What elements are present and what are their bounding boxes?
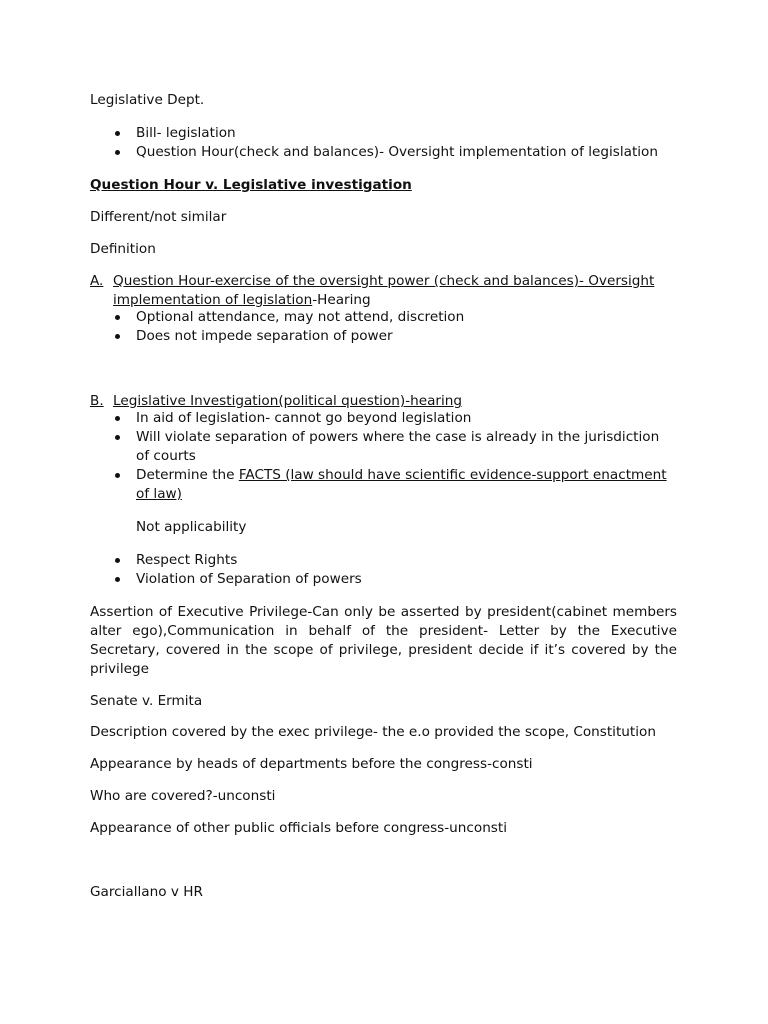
item-b-marker: B. (90, 393, 104, 409)
list-item: Violation of Separation of powers (136, 571, 362, 587)
bullet-icon (115, 473, 120, 478)
section-title: Question Hour v. Legislative investigation (90, 177, 412, 193)
list-item: Optional attendance, may not attend, discretion (136, 309, 465, 325)
bullet-icon (115, 131, 120, 136)
paragraph: Garciallano v HR (90, 884, 203, 900)
facts-prefix: Determine the (136, 467, 239, 483)
paragraph: Senate v. Ermita (90, 693, 203, 709)
assertion-paragraph: Assertion of Executive Privilege-Can only be asserted by president(cabinet members alter ego),Communication in behalf of the president- Letter by the Executive Secretary, covered in the scope of privilege, president decide if it’s covered by the privilege (90, 604, 677, 677)
bullet-icon (115, 150, 120, 155)
list-item: Respect Rights (136, 552, 238, 568)
list-item-continued: of courts (136, 448, 196, 464)
list-item: Bill- legislation (136, 125, 236, 141)
item-a-title: Question Hour-exercise of the oversight power (check and balances)- Oversight (113, 273, 655, 289)
paragraph: Description covered by the exec privilege- the e.o provided the scope, Constitution (90, 724, 656, 740)
paragraph: Who are covered?-unconsti (90, 788, 276, 804)
list-item: Question Hour(check and balances)- Oversight implementation of legislation (136, 144, 658, 160)
paragraph: Definition (90, 241, 156, 257)
list-item-continued: of law) (136, 486, 182, 502)
bullet-icon (115, 315, 120, 320)
bullet-icon (115, 577, 120, 582)
bullet-icon (115, 416, 120, 421)
bullet-icon (115, 558, 120, 563)
facts-underlined: FACTS (law should have scientific evidence-support enactment (238, 467, 667, 483)
item-b-underlined: Legislative Investigation(political question) (113, 393, 406, 409)
list-item: Does not impede separation of power (136, 328, 393, 344)
paragraph: Appearance of other public officials before congress-unconsti (90, 820, 507, 836)
paragraph: Not applicability (136, 519, 247, 535)
item-a-underlined: implementation of legislation (113, 292, 313, 308)
paragraph: Different/not similar (90, 209, 227, 225)
list-item: In aid of legislation- cannot go beyond legislation (136, 410, 472, 426)
item-b-rest: -hearing (405, 393, 463, 409)
paragraph: Appearance by heads of departments before the congress-consti (90, 756, 533, 772)
list-item (136, 466, 667, 485)
item-a-marker: A. (90, 273, 104, 289)
item-a-rest: -Hearing (312, 292, 371, 308)
bullet-icon (115, 334, 120, 339)
bullet-icon (115, 435, 120, 440)
list-item: Will violate separation of powers where the case is already in the jurisdiction (136, 429, 660, 445)
document-heading: Legislative Dept. (90, 92, 205, 108)
